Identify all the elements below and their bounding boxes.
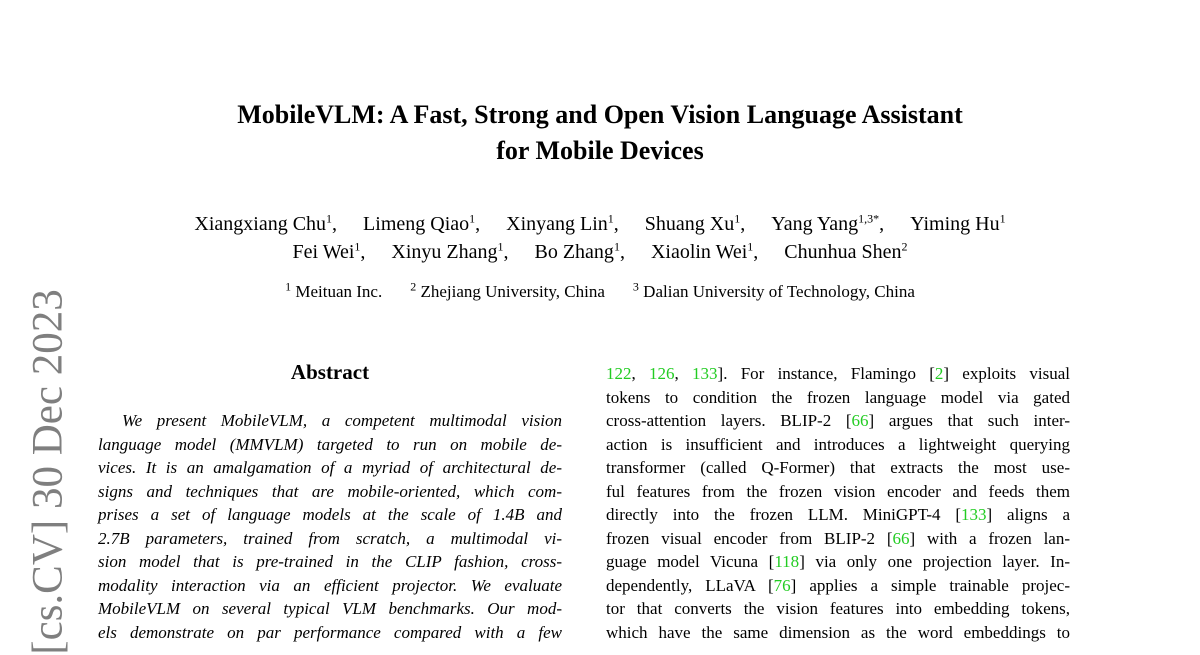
author-name: Limeng Qiao (363, 213, 470, 235)
citation-link[interactable]: 126 (649, 364, 675, 383)
author-affiliation-mark: 1 (326, 211, 333, 226)
citation-link[interactable]: 66 (892, 528, 910, 548)
body-text-segment: ] with a frozen lan- (909, 528, 1070, 548)
author-entry (784, 241, 907, 264)
body-text-segment: ]. For instance, Flamingo [ (717, 364, 935, 383)
author-entry: Xiangxiang Chu$^1$, (194, 211, 338, 235)
author-name: Chunhua Shen (784, 241, 902, 263)
body-text-line (606, 621, 1070, 645)
affiliation-name: Zhejiang University, China (416, 282, 605, 301)
body-text-line (606, 362, 1070, 386)
abstract-line: MobileVLM on several typical VLM benchmarks. Our mod- (98, 599, 562, 618)
author-name: Xiangxiang Chu (194, 213, 327, 235)
author-affiliation-mark: 1 (613, 239, 620, 254)
title-line-2: for Mobile Devices (496, 136, 704, 165)
citation-link[interactable]: 122 (606, 364, 632, 383)
body-text-segment: , (631, 364, 650, 383)
abstract-line: sion model that is pre-trained in the CLIP fashion, cross- (98, 552, 562, 571)
title-line-1: MobileVLM: A Fast, Strong and Open Vision Language Assistant (237, 100, 963, 129)
author-name: Shuang Xu (644, 213, 735, 235)
body-text-segment: tokens to condition the frozen language model via gated (606, 387, 1070, 407)
author-list-row-1 (100, 213, 1100, 236)
author-name: Yang Yang (771, 213, 859, 235)
abstract-line: We present MobileVLM, a competent multimodal vision (122, 411, 562, 430)
body-text-segment: directly into the frozen LLM. MiniGPT-4 [ (606, 505, 962, 524)
citation-link[interactable]: 66 (851, 411, 869, 430)
abstract-line: modality interaction via an efficient projector. We evaluate (98, 575, 562, 595)
author-affiliation-mark: 1 (999, 211, 1006, 226)
body-text-line (606, 550, 1070, 574)
abstract-line: signs and techniques that are mobile-oriented, which com- (98, 481, 562, 501)
body-text-line (606, 386, 1070, 410)
body-text-segment: frozen visual encoder from BLIP-2 [ (606, 528, 893, 548)
author-name: Fei Wei (292, 241, 355, 263)
body-text-segment: ] aligns a (986, 505, 1070, 524)
body-text-segment: which have the same dimension as the word embeddings to (606, 622, 1070, 642)
affiliation-name: Meituan Inc. (291, 282, 383, 301)
author-entry: Bo Zhang$^1$, (534, 239, 625, 263)
body-text-line (606, 574, 1070, 598)
affiliation-entry (410, 279, 605, 302)
author-affiliation-mark: 1 (497, 239, 504, 254)
author-entry (910, 213, 1005, 236)
author-list-row-2 (100, 241, 1100, 264)
affiliation-mark: 2 (410, 279, 417, 294)
abstract-line: vices. It is an amalgamation of a myriad of architectural de- (98, 458, 562, 477)
author-name: Xiaolin Wei (650, 241, 748, 263)
body-text-segment: tor that converts the vision features into embedding tokens, (606, 599, 1070, 618)
body-text-segment: ] applies a simple trainable projec- (790, 575, 1070, 595)
abstract-heading: Abstract (290, 360, 370, 384)
body-text-line (606, 480, 1070, 504)
body-text-segment: dependently, LLaVA [ (606, 575, 774, 595)
author-affiliation-mark: 1,3* (858, 211, 880, 226)
body-text-line (606, 409, 1070, 433)
affiliation-mark: 3 (632, 279, 639, 294)
author-entry: Xinyang Lin$^1$, (506, 211, 619, 235)
body-text-segment: guage model Vicuna [ (606, 552, 775, 571)
body-text-segment: ] via only one projection layer. In- (799, 552, 1070, 571)
body-text-line (606, 456, 1070, 480)
abstract-line: prises a set of language models at the scale of 1.4B and (98, 505, 562, 524)
arxiv-side-stamp: [cs.CV] 30 Dec 2023 (24, 289, 72, 655)
citation-link[interactable]: 133 (692, 364, 718, 383)
author-affiliation-mark: 1 (747, 239, 754, 254)
author-name: Xinyang Lin (506, 213, 608, 235)
author-entry: Yang Yang$^{1,3*}$, (771, 211, 885, 235)
author-affiliation-mark: 1 (354, 239, 361, 254)
citation-link[interactable]: 2 (934, 364, 944, 383)
citation-link[interactable]: 76 (773, 575, 791, 595)
body-text-line (606, 433, 1070, 457)
citation-link[interactable]: 133 (961, 505, 987, 524)
affiliation-mark: 1 (285, 279, 292, 294)
author-affiliation-mark: 1 (607, 211, 614, 226)
author-name: Yiming Hu (910, 213, 1000, 235)
author-entry: Fei Wei$^1$, (292, 239, 366, 263)
author-entry: Limeng Qiao$^1$, (363, 211, 481, 235)
body-text-line (606, 597, 1070, 621)
abstract-body (98, 409, 562, 644)
body-text-segment: ful features from the frozen vision encoder and feeds them (606, 481, 1070, 501)
body-text-segment: , (674, 364, 693, 383)
author-affiliation-mark: 1 (469, 211, 476, 226)
citation-link[interactable]: 118 (774, 552, 800, 571)
body-text-segment: action is insufficient and introduces a lightweight querying (606, 434, 1070, 454)
body-text-segment: ] exploits visual (943, 364, 1071, 383)
affiliation-entry (632, 279, 915, 302)
author-entry: Xinyu Zhang$^1$, (391, 239, 509, 263)
body-text-line (606, 527, 1070, 551)
body-text-segment: ] argues that such inter- (868, 411, 1070, 430)
author-entry: Xiaolin Wei$^1$, (650, 239, 759, 263)
author-name: Xinyu Zhang (391, 241, 498, 263)
author-affiliation-mark: 2 (901, 239, 908, 254)
abstract-line: els demonstrate on par performance compared with a few (98, 622, 562, 642)
body-text-segment: cross-attention layers. BLIP-2 [ (606, 411, 852, 430)
abstract-line: language model (MMVLM) targeted to run on mobile de- (98, 434, 562, 454)
author-entry: Shuang Xu$^1$, (644, 211, 746, 235)
author-name: Bo Zhang (534, 241, 614, 263)
paper-title (130, 97, 1070, 169)
intro-text-column (606, 362, 1070, 644)
abstract-line: 2.7B parameters, trained from scratch, a multimodal vi- (98, 528, 562, 548)
affiliation-entry (285, 279, 383, 302)
affiliation-name: Dalian University of Technology, China (638, 282, 915, 301)
affiliation-list (100, 279, 1100, 302)
body-text-line (606, 503, 1070, 527)
author-affiliation-mark: 1 (734, 211, 741, 226)
body-text-segment: transformer (called Q-Former) that extracts the most use- (606, 458, 1070, 477)
